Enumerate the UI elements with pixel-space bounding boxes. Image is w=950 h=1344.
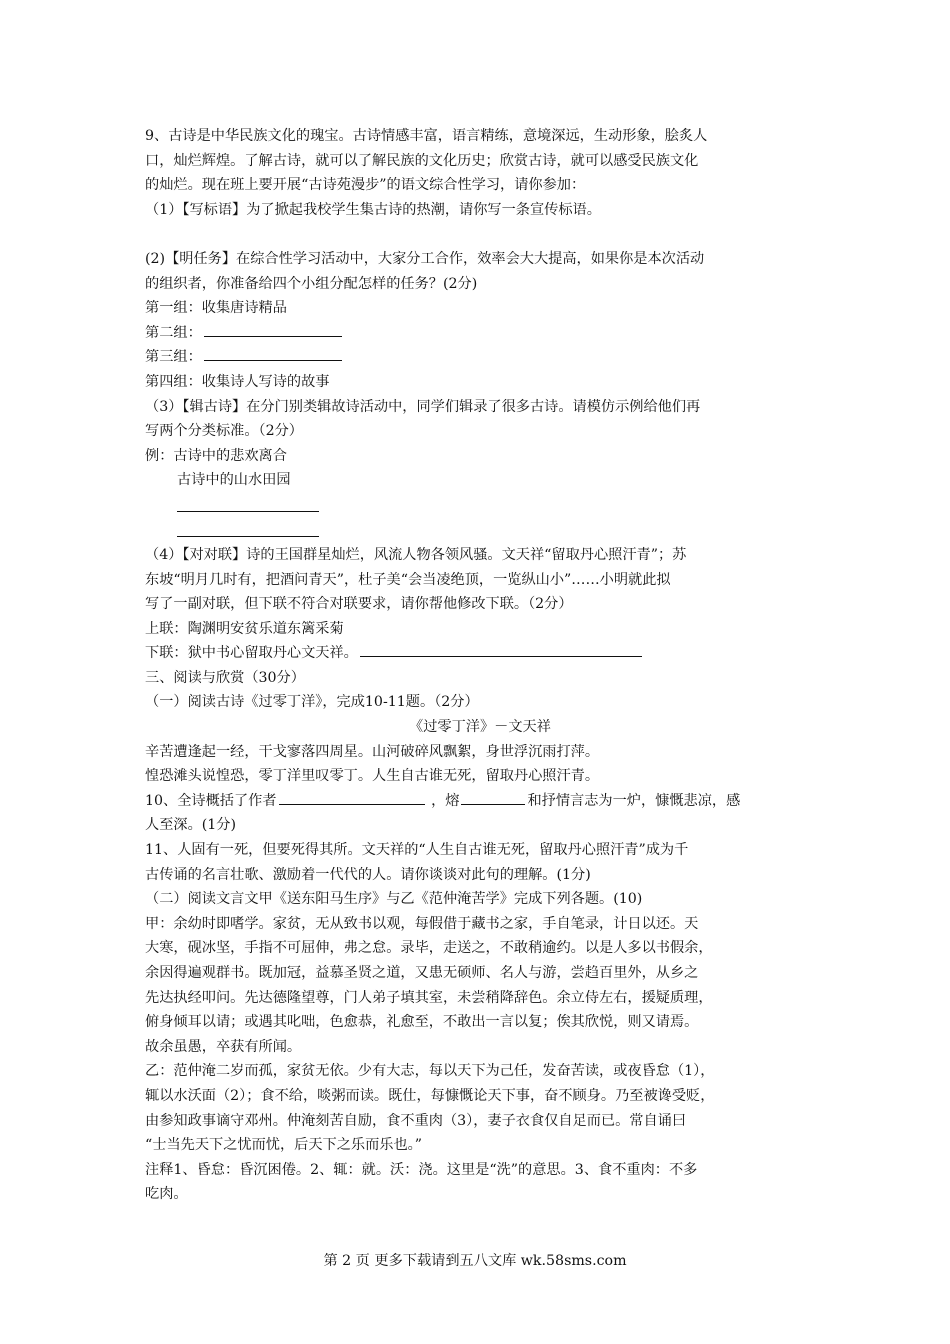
q9-sub2-line-2: 的组织者，你准备给四个小组分配怎样的任务？(2分) [145, 275, 478, 292]
jia-line-3: 余因得遍观群书。既加冠，益慕圣贤之道，又患无硕师、名人与游，尝趋百里外，从乡之 [145, 965, 699, 981]
q9-intro-line-1: 9、古诗是中华民族文化的瑰宝。古诗情感丰富，语言精练，意境深远，生动形象，脍炙人 [145, 128, 708, 144]
q10-part-a: 10、全诗概括了作者 [145, 792, 277, 809]
group-2-row [145, 321, 815, 346]
q9-sub3-line-1: （3）【辑古诗】在分门别类辑故诗活动中，同学们辑录了很多古诗。请模仿示例给他们再 [145, 398, 701, 415]
q9-intro-line-2: 口，灿烂辉煌。了解古诗，就可以了解民族的文化历史；欣赏古诗，就可以感受民族文化 [145, 152, 699, 169]
poem-line-1: 辛苦遭逢起一经，干戈寥落四周星。山河破碎风飘絮，身世浮沉雨打萍。 [145, 743, 600, 760]
group-3-row [145, 345, 815, 370]
jia-line-2: 大寒，砚冰坚，手指不可屈伸，弗之怠。录毕，走送之，不敢稍逾约。以是人多以书假余， [145, 940, 713, 957]
q9-sub4-line-3: 写了一副对联，但下联不符合对联要求，请你帮他修改下联。（2分） [145, 596, 573, 613]
couplet-lower-blank[interactable] [360, 655, 642, 657]
yi-line-1: 乙：范仲淹二岁而孤，家贫无依。少有大志，每以天下为己任，发奋苦读，或夜昏怠（1）， [145, 1063, 715, 1080]
section3-title: 三、阅读与欣赏（30分） [145, 669, 305, 686]
q11-line-2: 古传诵的名言壮歌、激励着一代代的人。请你谈谈对此句的理解。(1分) [145, 866, 591, 883]
jia-line-1: 甲：余幼时即嗜学。家贫，无从致书以观，每假借于藏书之家，手自笔录，计日以还。天 [145, 915, 699, 932]
q10-part-b: ，熔 [431, 792, 460, 809]
q9-sub4-line-1: （4）【对对联】诗的王国群星灿烂，风流人物各领风骚。文天祥“留取丹心照汗青”；苏 [145, 546, 687, 563]
couplet-upper: 上联：陶渊明安贫乐道东篱采菊 [145, 620, 344, 637]
group-2-label: 第二组： [145, 324, 202, 341]
example-blank-1[interactable] [177, 493, 319, 512]
couplet-lower-row [145, 641, 815, 666]
poem-line-2: 惶恐滩头说惶恐，零丁洋里叹零丁。人生自古谁无死，留取丹心照汗青。 [145, 768, 600, 785]
group-1: 第一组：收集唐诗精品 [145, 300, 287, 317]
example-2: 古诗中的山水田园 [177, 472, 291, 489]
yi-line-4: “士当先天下之忧而忧，后天下之乐而乐也。” [145, 1137, 422, 1154]
q10-blank-1[interactable] [279, 803, 425, 805]
section3-part1: （一）阅读古诗《过零丁洋》，完成10-11题。（2分） [145, 694, 479, 711]
page-footer: 第 2 页 更多下载请到五八文库 wk.58sms.com [323, 1253, 627, 1269]
poem-title: 《过零丁洋》－文天祥 [409, 719, 551, 736]
note-line-1: 注释1、昏怠：昏沉困倦。2、辄：就。沃：浇。这里是“洗”的意思。3、食不重肉：不多 [145, 1161, 698, 1178]
q10-row [145, 789, 815, 814]
yi-line-2: 辄以水沃面（2）；食不给，啖粥而读。既仕，每慷慨论天下事，奋不顾身。乃至被谗受贬， [145, 1087, 715, 1104]
q10-part-c: 和抒情言志为一炉，慷慨悲凉，感 [527, 792, 741, 809]
example-blank-2[interactable] [177, 518, 319, 537]
q9-sub4-line-2: 东坡“明月几时有，把酒问青天”，杜子美“会当凌绝顶，一览纵山小”……小明就此拟 [145, 571, 671, 588]
group-3-label: 第三组： [145, 349, 202, 366]
q10-part-d: 人至深。(1分) [145, 817, 237, 834]
q9-intro-line-3: 的灿烂。现在班上要开展“古诗苑漫步”的语文综合性学习，请你参加： [145, 177, 586, 194]
example-1: 例：古诗中的悲欢离合 [145, 447, 287, 464]
q11-line-1: 11、人固有一死，但要死得其所。文天祥的“人生自古谁无死，留取丹心照汗青”成为千 [145, 842, 689, 859]
example-blank-group [145, 493, 815, 537]
q9-sub3-line-2: 写两个分类标准。（2分） [145, 423, 303, 440]
yi-line-3: 由参知政事谪守邓州。仲淹刻苦自励，食不重肉（3），妻子衣食仅自足而已。常自诵曰 [145, 1112, 687, 1129]
note-line-2: 吃肉。 [145, 1186, 188, 1203]
q9-sub2-line-1: (2)【明任务】在综合性学习活动中，大家分工合作，效率会大大提高，如果你是本次活动 [145, 250, 705, 267]
group-3-blank[interactable] [204, 359, 342, 361]
group-2-blank[interactable] [204, 335, 342, 337]
q9-sub1: （1）【写标语】为了掀起我校学生集古诗的热潮，请你写一条宣传标语。 [145, 201, 601, 218]
q10-blank-2[interactable] [461, 803, 525, 805]
answer-gap [145, 222, 815, 247]
section3-part2: （二）阅读文言文甲《送东阳马生序》与乙《范仲淹苦学》完成下列各题。(10) [145, 891, 643, 908]
jia-line-5: 俯身倾耳以请；或遇其叱咄，色愈恭，礼愈至，不敢出一言以复；俟其欣悦，则又请焉。 [145, 1014, 699, 1031]
document-page [145, 124, 815, 1207]
group-4: 第四组：收集诗人写诗的故事 [145, 373, 330, 390]
jia-line-4: 先达执经叩问。先达德隆望尊，门人弟子填其室，未尝稍降辞色。余立侍左右，援疑质理， [145, 989, 713, 1006]
couplet-lower: 下联：狱中书心留取丹心文天祥。 [145, 645, 358, 662]
jia-line-6: 故余虽愚，卒获有所闻。 [145, 1038, 302, 1055]
